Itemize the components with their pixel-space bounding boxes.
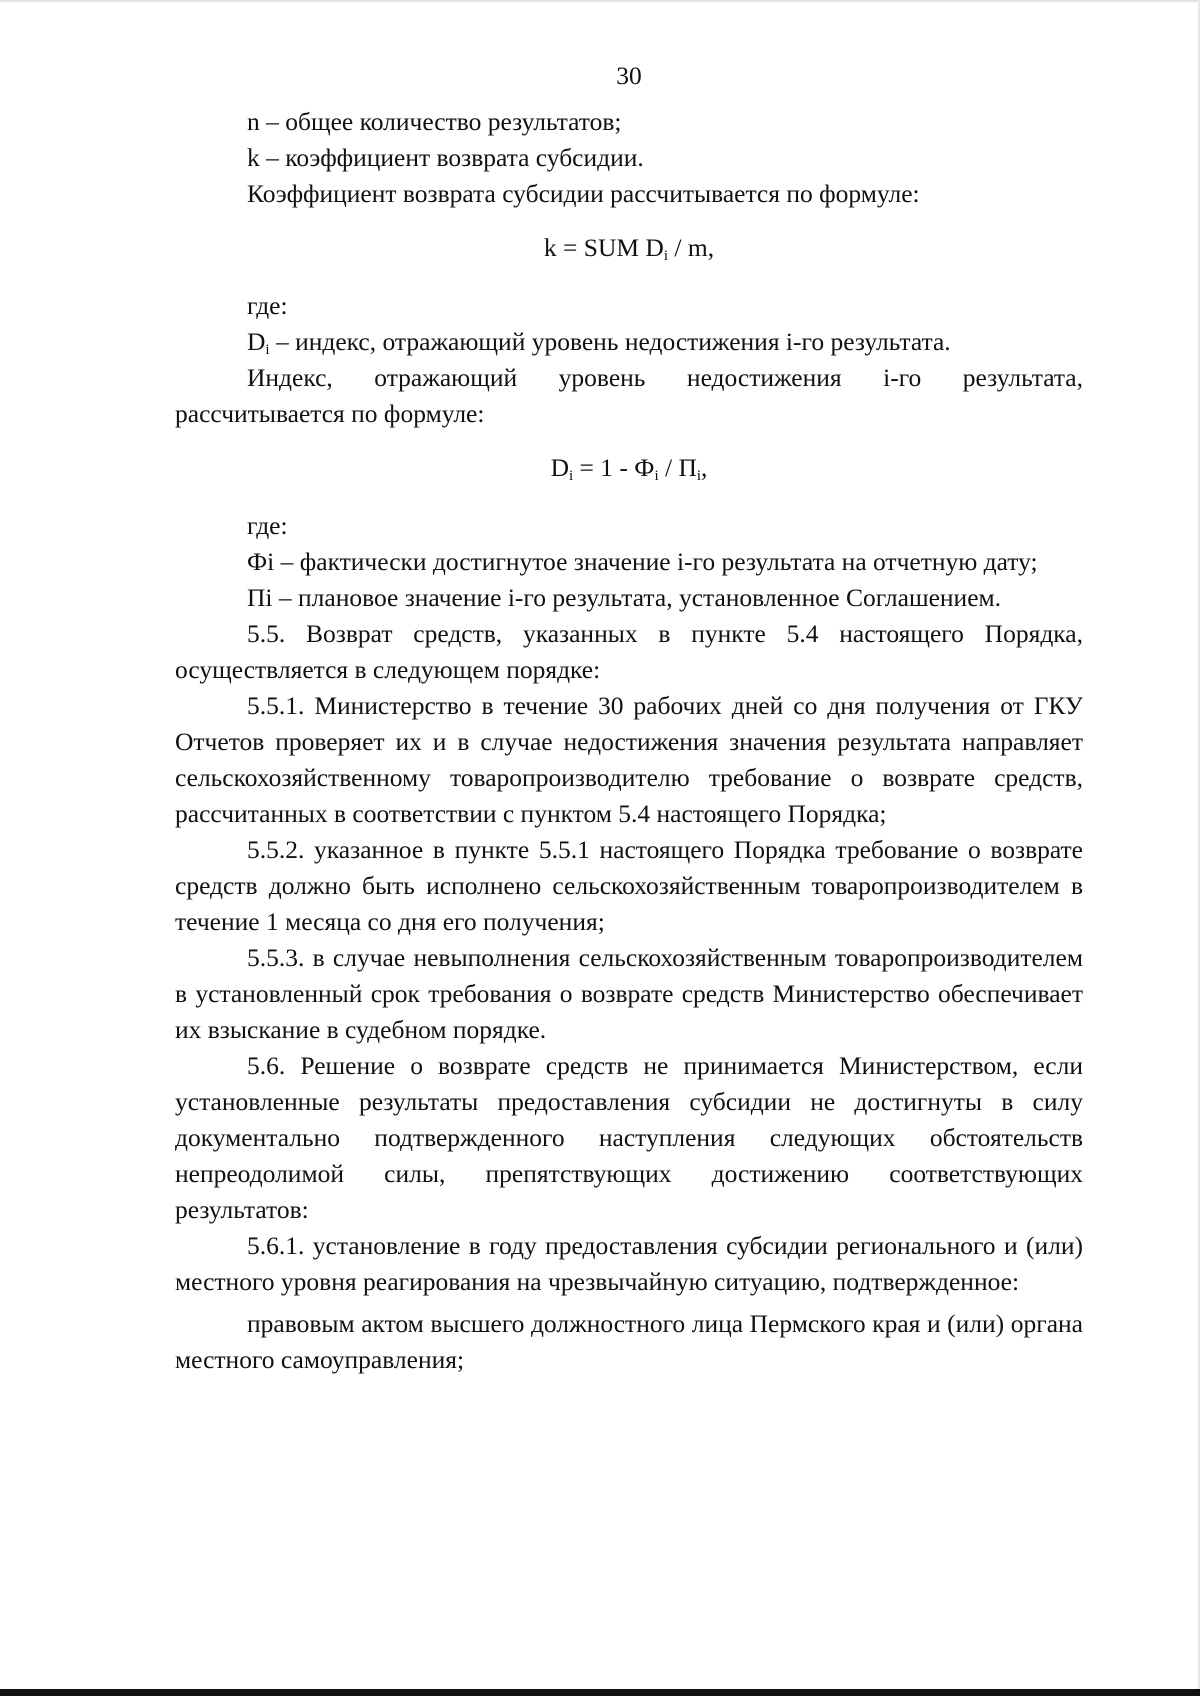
k-definition: k – коэффициент возврата субсидии. [247, 143, 644, 172]
pi-definition: Пi – плановое значение i-го результата, установленное Соглашением. [247, 583, 1002, 612]
d-formula [175, 450, 1083, 486]
d-formula-sub2: i [654, 468, 659, 484]
scan-edge-bottom [0, 1689, 1200, 1696]
d-formula-d: D [550, 453, 569, 482]
k-formula-left: k = SUM D [543, 233, 664, 262]
paragraph-5-6: 5.6. Решение о возврате средств не принимается Министерством, если установленные результаты предоставления субсидии не достигнуты в силу документально подтвержденного наступления следующих обстоятельств непреодолимой силы, препятствующих достижению соответствующих результатов: [175, 1051, 1083, 1224]
page-number: 30 [616, 61, 642, 90]
k-formula-right: / m, [668, 233, 715, 262]
d-formula-sub3: i [696, 468, 702, 484]
d-formula-div: / П [658, 453, 697, 482]
where-label-1: где: [247, 291, 288, 320]
paragraph-5-5: 5.5. Возврат средств, указанных в пункте 5.4 настоящего Порядка, осуществляется в следующем порядке: [175, 619, 1083, 684]
k-formula-intro: Коэффициент возврата субсидии рассчитывается по формуле: [247, 179, 920, 208]
where-label-2: где: [247, 511, 288, 540]
d-formula-sub1: i [569, 468, 574, 484]
di-sub: i [265, 342, 270, 358]
d-formula-mid: = 1 - Ф [573, 453, 655, 482]
fi-definition: Фi – фактически достигнутое значение i-го результата на отчетную дату; [247, 547, 1038, 576]
k-formula [175, 230, 1083, 266]
di-formula-intro: Индекс, отражающий уровень недостижения i-го результата, рассчитывается по формуле: [175, 363, 1083, 428]
di-text: – индекс, отражающий уровень недостижения i-го результата. [269, 327, 951, 356]
paragraph-5-6-1: 5.6.1. установление в году предоставления субсидии регионального и (или) местного уровня реагирования на чрезвычайную ситуацию, подтвержденное: [175, 1231, 1083, 1296]
k-formula-sub: i [663, 248, 669, 264]
paragraph-legal-act: правовым актом высшего должностного лица Пермского края и (или) органа местного самоуправления; [175, 1309, 1083, 1374]
d-formula-end: , [701, 453, 708, 482]
di-definition [175, 324, 1083, 360]
paragraph-5-5-3: 5.5.3. в случае невыполнения сельскохозяйственным товаропроизводителем в установленный срок требования о возврате средств Министерство обеспечивает их взыскание в судебном порядке. [175, 943, 1083, 1044]
di-symbol: D [247, 327, 266, 356]
paragraph-5-5-2: 5.5.2. указанное в пункте 5.5.1 настоящего Порядка требование о возврате средств должно быть исполнено сельскохозяйственным товаропроизводителем в течение 1 месяца со дня его получения; [175, 835, 1083, 936]
document-page [175, 58, 1083, 1378]
scan-edge-top [0, 0, 1200, 3]
paragraph-5-5-1: 5.5.1. Министерство в течение 30 рабочих дней со дня получения от ГКУ Отчетов проверяет их и в случае недостижения значения результата направляет сельскохозяйственному товаропроизводителю требование о возврате средств, рассчитанных в соответствии с пунктом 5.4 настоящего Порядка; [175, 691, 1083, 828]
n-definition: n – общее количество результатов; [247, 107, 622, 136]
